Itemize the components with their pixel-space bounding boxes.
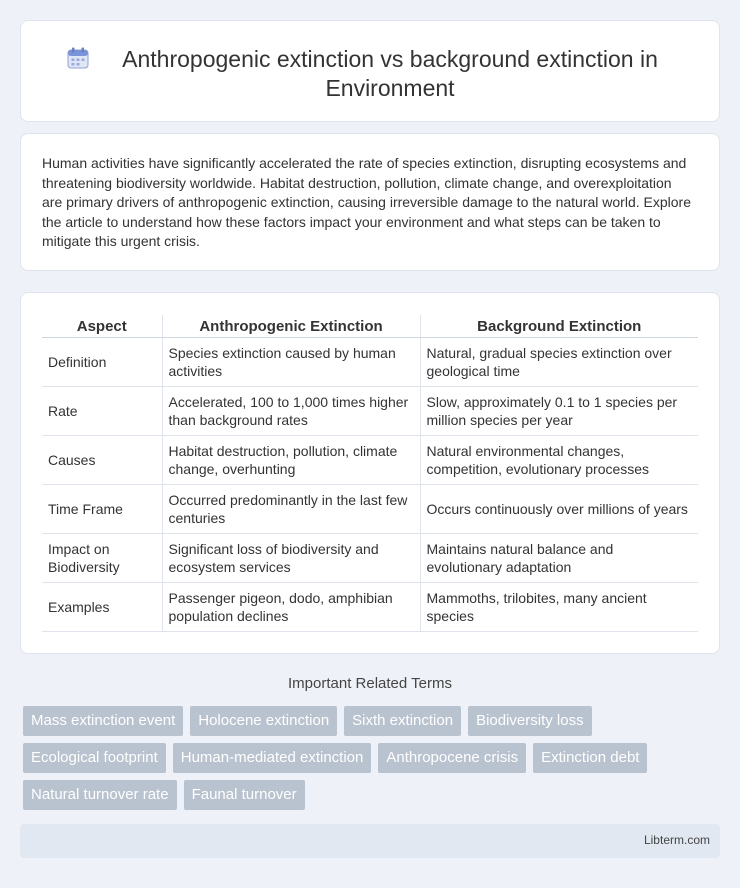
row-anthropogenic: Passenger pigeon, dodo, amphibian population declines: [162, 582, 420, 631]
related-term-tag[interactable]: Holocene extinction: [190, 706, 337, 736]
row-anthropogenic: Species extinction caused by human activities: [162, 337, 420, 386]
related-term-tag[interactable]: Biodiversity loss: [468, 706, 592, 736]
related-term-tag[interactable]: Sixth extinction: [344, 706, 461, 736]
related-term-tag[interactable]: Natural turnover rate: [23, 780, 177, 810]
table-row: [42, 435, 698, 484]
row-background: Slow, approximately 0.1 to 1 species per million species per year: [420, 386, 698, 435]
table-header-row: [42, 315, 698, 337]
footer-site-link[interactable]: Libterm.com: [643, 833, 710, 847]
header-aspect: Aspect: [42, 315, 162, 337]
row-aspect: Definition: [42, 337, 162, 386]
related-terms-title: Important Related Terms: [288, 675, 452, 692]
related-term-tag[interactable]: Anthropocene crisis: [378, 743, 526, 773]
related-term-tag[interactable]: Extinction debt: [533, 743, 647, 773]
row-background: Maintains natural balance and evolutionary adaptation: [420, 533, 698, 582]
related-term-tag[interactable]: Human-mediated extinction: [173, 743, 372, 773]
row-anthropogenic: Significant loss of biodiversity and ecosystem services: [162, 533, 420, 582]
row-aspect: Impact on Biodiversity: [42, 533, 162, 582]
row-aspect: Examples: [42, 582, 162, 631]
related-term-tag[interactable]: Faunal turnover: [184, 780, 305, 810]
related-term-tag[interactable]: Ecological footprint: [23, 743, 166, 773]
comparison-table: [42, 315, 698, 632]
row-aspect: Causes: [42, 435, 162, 484]
table-row: [42, 582, 698, 631]
page-title-text: Anthropogenic extinction vs background extinction in Environment: [122, 46, 658, 101]
table-row: [42, 484, 698, 533]
row-background: Occurs continuously over millions of years: [420, 484, 698, 533]
row-anthropogenic: Habitat destruction, pollution, climate change, overhunting: [162, 435, 420, 484]
row-anthropogenic: Occurred predominantly in the last few centuries: [162, 484, 420, 533]
intro-card: [20, 133, 720, 271]
intro-text: Human activities have significantly accelerated the rate of species extinction, disrupting ecosystems and threatening biodiversity worldwide. Habitat destruction, pollution, climate change, and overexploitation are primary drivers of anthropogenic extinction, causing irreversible damage to the natural world. Explore the article to understand how these factors impact your environment and what steps can be taken to mitigate this urgent crisis.: [42, 155, 691, 250]
table-row: [42, 533, 698, 582]
row-background: Mammoths, trilobites, many ancient species: [420, 582, 698, 631]
related-terms-list: [23, 706, 713, 810]
comparison-table-card: [20, 292, 720, 654]
header-background: Background Extinction: [420, 315, 698, 337]
title-card: [20, 20, 720, 122]
related-term-tag[interactable]: Mass extinction event: [23, 706, 183, 736]
row-aspect: Rate: [42, 386, 162, 435]
page-title: [21, 45, 719, 103]
table-row: [42, 337, 698, 386]
table-row: [42, 386, 698, 435]
row-aspect: Time Frame: [42, 484, 162, 533]
row-anthropogenic: Accelerated, 100 to 1,000 times higher than background rates: [162, 386, 420, 435]
footer: [20, 824, 720, 858]
header-anthropogenic: Anthropogenic Extinction: [162, 315, 420, 337]
row-background: Natural environmental changes, competition, evolutionary processes: [420, 435, 698, 484]
row-background: Natural, gradual species extinction over geological time: [420, 337, 698, 386]
